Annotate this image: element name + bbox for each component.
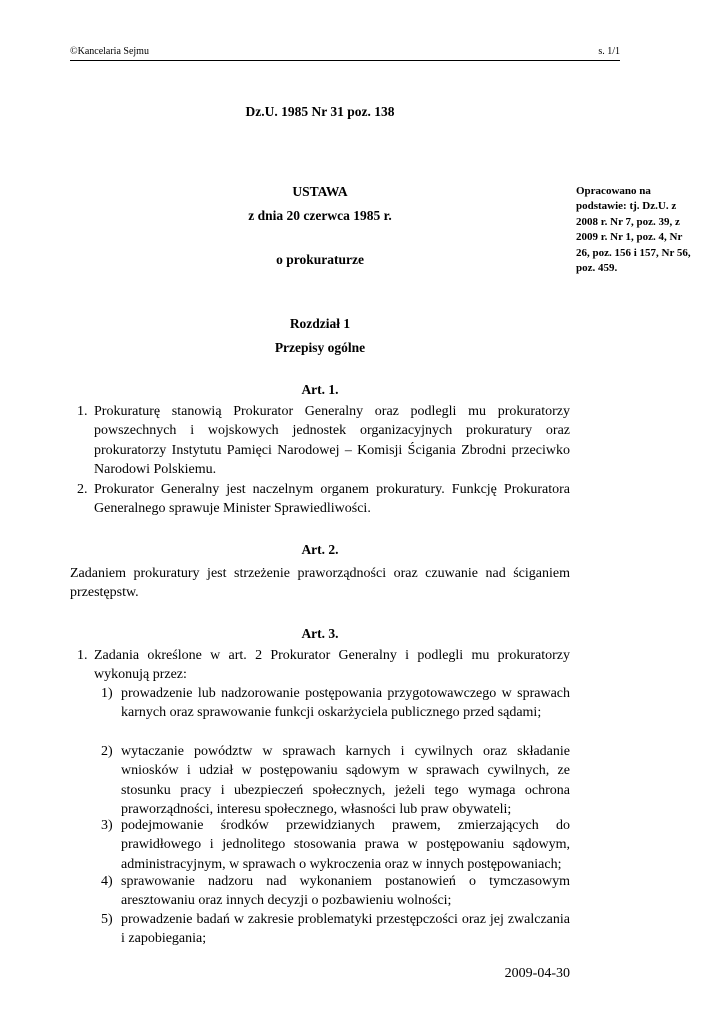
art1-p1-text: Prokuraturę stanowią Prokurator Generalny oraz podlegli mu prokuratorzy powszechnych i wojskowych jednostek organizacyjnych prokuratury oraz prokuratorzy Instytutu Pamięci Narodowej – Komisji Ścigania Zbrodni przeciwko Narodowi Polskiemu. [94,404,570,478]
list-item-text: podejmowanie środków przewidzianych prawem, zmierzających do prawidłowego i jednolitego stosowania prawa w postępowaniu sądowym, administracyjnym, w sprawach o wykroczenia oraz w innych postępowaniach; [121,818,570,872]
art3-paragraph-1 [77,646,570,685]
list-item-number: 1) [101,686,113,701]
act-type: USTAWA [292,184,348,199]
art1-paragraph-1 [77,402,570,480]
art3-heading: Art. 3. [301,626,339,641]
art2-text: Zadaniem prokuratury jest strzeżenie praworządności oraz czuwanie nad ściganiem przestępstw. [70,566,570,601]
list-item-number: 2) [101,744,113,759]
list-item [101,872,570,911]
list-item-text: sprawowanie nadzoru nad wykonaniem postanowień o tymczasowym aresztowaniu oraz innych decyzji o pozbawieniu wolności; [121,874,570,909]
journal-reference: Dz.U. 1985 Nr 31 poz. 138 [245,104,395,119]
art2-heading: Art. 2. [301,542,339,557]
art3-p1-text: Zadania określone w art. 2 Prokurator Generalny i podlegli mu prokuratorzy wykonują przez: [94,648,570,683]
art1-p1-number: 1. [77,404,88,419]
act-date: z dnia 20 czerwca 1985 r. [248,208,392,223]
art1-heading: Art. 1. [301,382,339,397]
art1-p2-text: Prokurator Generalny jest naczelnym organem prokuratury. Funkcję Prokuratora Generalnego sprawuje Minister Sprawiedliwości. [94,482,570,517]
list-item-number: 5) [101,912,113,927]
chapter-number: Rozdział 1 [289,316,351,331]
art1-p2-number: 2. [77,482,88,497]
art1-paragraph-2 [77,480,570,519]
header-source: ©Kancelaria Sejmu [70,46,149,57]
list-item [101,742,570,820]
list-item-text: wytaczanie powództw w sprawach karnych i cywilnych oraz składanie wniosków i udział w postępowaniu sądowym w sprawach cywilnych, ze stosunku pracy i ubezpieczeń społecznych, jeżeli tego wymaga ochrona praworządności, interesu społecznego, własności lub praw obywateli; [121,744,570,818]
footer-date: 2009-04-30 [504,966,570,981]
list-item-number: 3) [101,818,113,833]
list-item [101,816,570,874]
art3-p1-number: 1. [77,648,88,663]
side-note: Opracowano na podstawie: tj. Dz.U. z 2008 r. Nr 7, poz. 39, z 2009 r. Nr 1, poz. 4, Nr 26, poz. 156 i 157, Nr 56, poz. 459. [576,185,691,275]
list-item [101,910,570,949]
act-subject: o prokuraturze [276,252,364,267]
list-item [101,684,570,723]
list-item-text: prowadzenie lub nadzorowanie postępowania przygotowawczego w sprawach karnych oraz sprawowanie funkcji oskarżyciela publicznego przed sądami; [121,686,570,721]
page-header [70,46,620,61]
chapter-title: Przepisy ogólne [274,340,366,355]
header-page-number: s. 1/1 [598,46,620,57]
list-item-number: 4) [101,874,113,889]
list-item-text: prowadzenie badań w zakresie problematyki przestępczości oraz jej zwalczania i zapobiegania; [121,912,570,947]
